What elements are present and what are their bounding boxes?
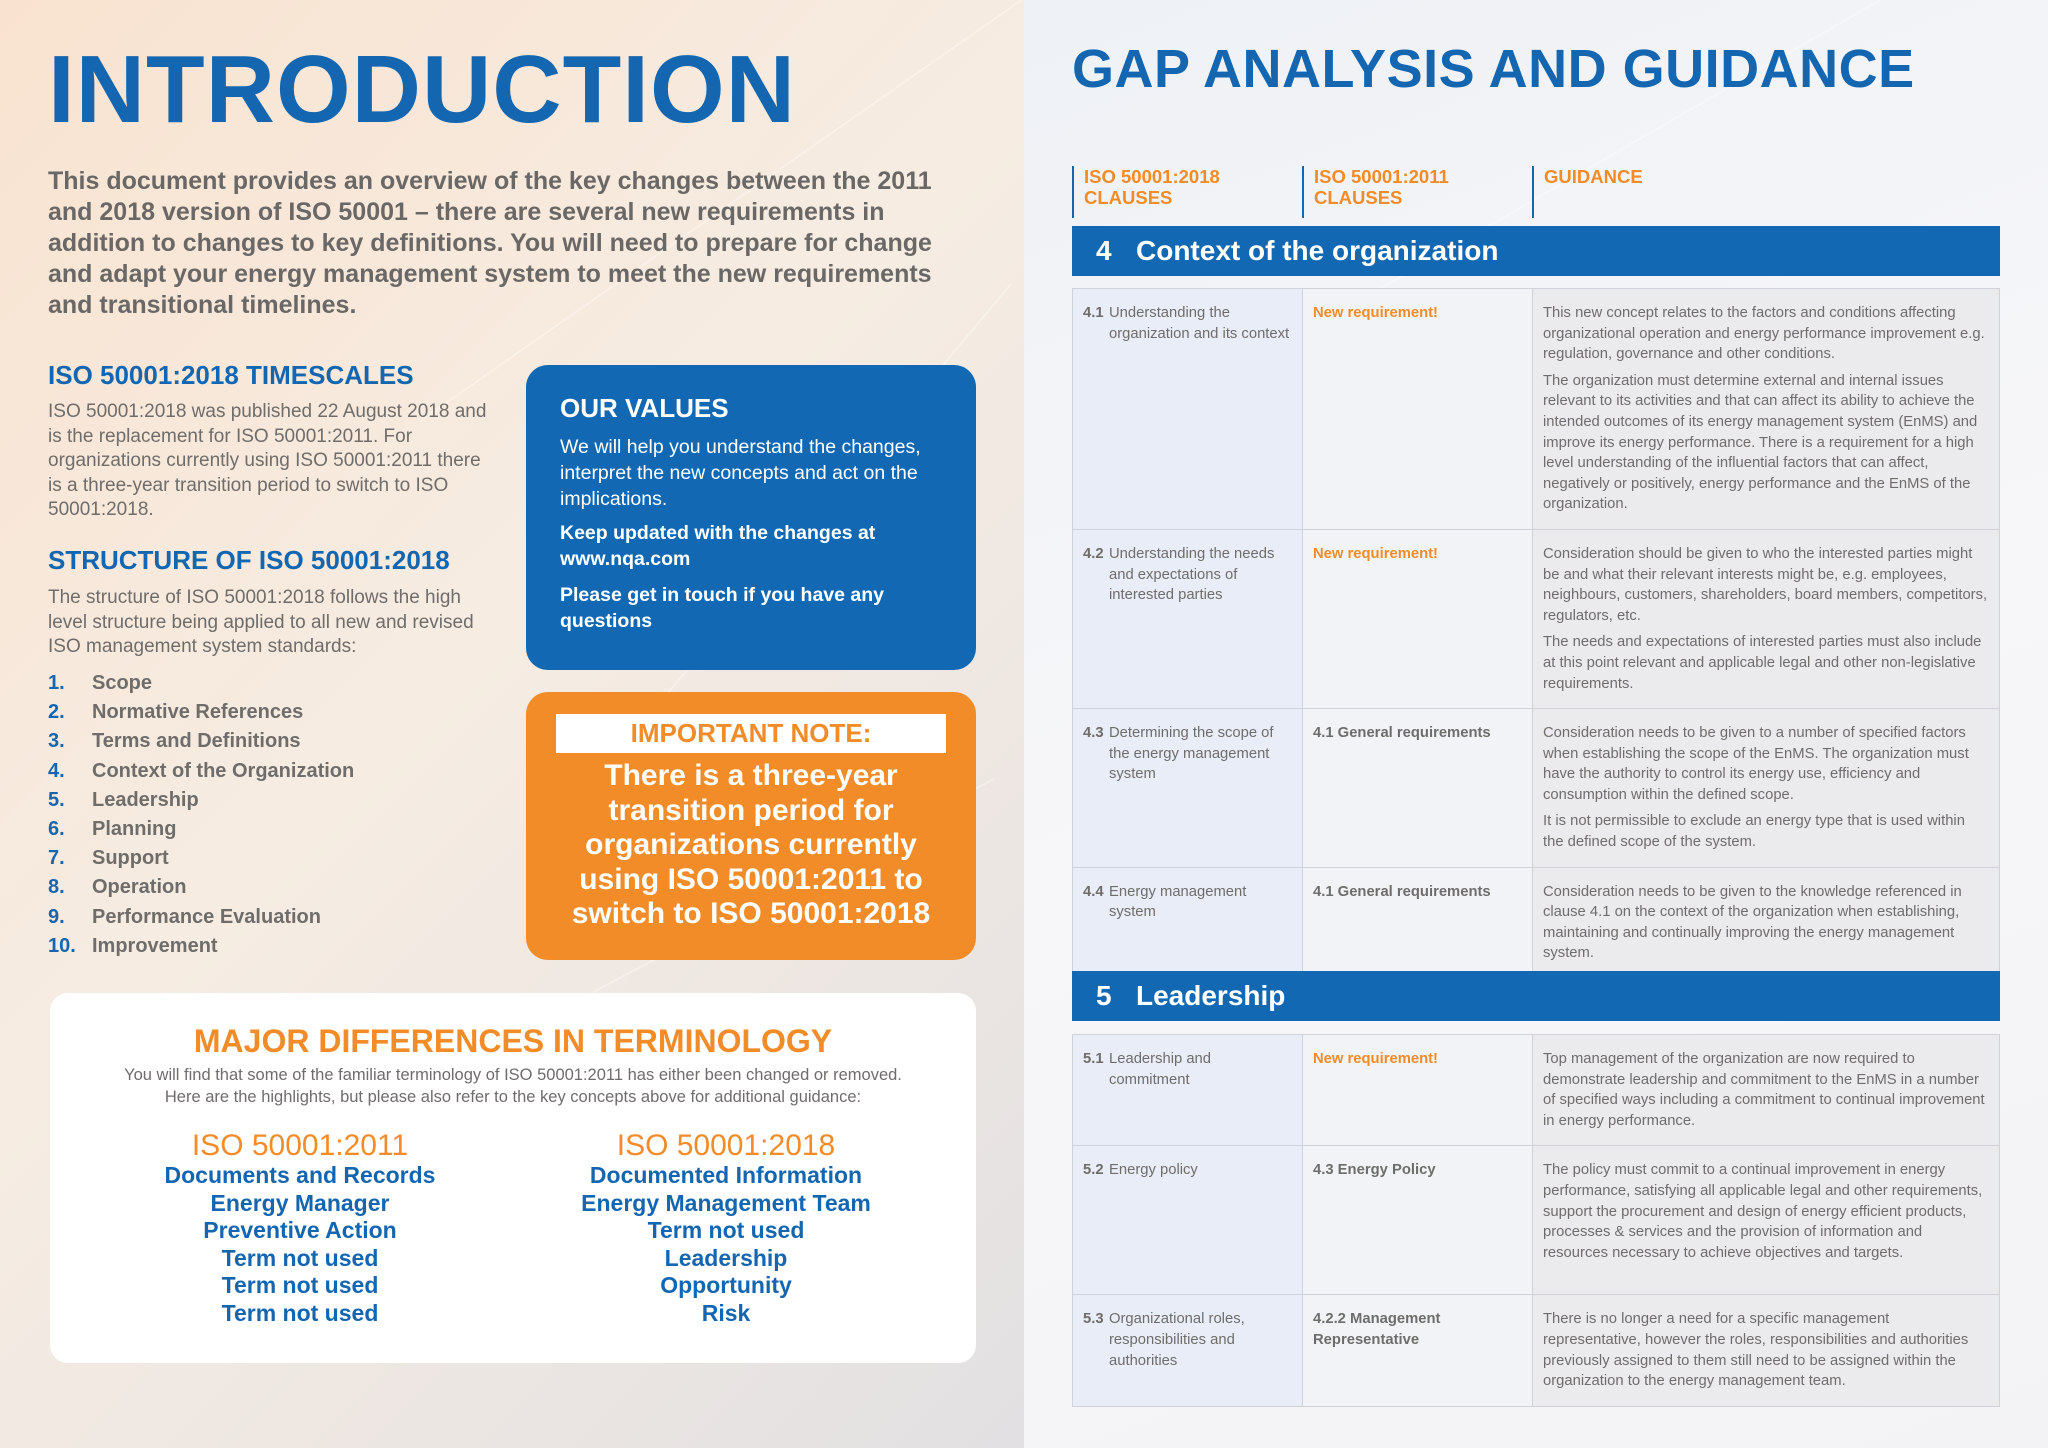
new-requirement-label: New requirement!: [1313, 305, 1438, 321]
structure-item-label: Terms and Definitions: [92, 730, 301, 753]
clause-2018-cell: [1073, 289, 1303, 530]
structure-list-item: [48, 760, 354, 789]
clause-title: Determining the scope of the energy management system: [1109, 725, 1274, 783]
clause-2011-cell: [1303, 289, 1533, 530]
clause-2018-cell: [1073, 1146, 1303, 1295]
terminology-new-item: Leadership: [664, 1244, 788, 1271]
table-row: [1073, 1295, 2000, 1406]
gap-table: [1072, 288, 2000, 979]
structure-list-item: [48, 818, 354, 847]
structure-item-number: 5.: [48, 788, 65, 811]
values-text: We will help you understand the changes, interpret the new concepts and act on the implications.: [560, 436, 921, 510]
clause-title: Understanding the needs and expectations of interested parties: [1109, 545, 1275, 604]
clause-2018-cell: [1073, 529, 1303, 708]
clause-number: 4.2: [1083, 545, 1104, 562]
gap-table: [1072, 1034, 2000, 1407]
structure-text: The structure of ISO 50001:2018 follows the high level structure being applied to all new and revised ISO management system standards:: [48, 587, 474, 657]
clause-2018: [1083, 544, 1292, 606]
terminology-new-item: Opportunity: [660, 1272, 792, 1298]
table-row: [1073, 709, 2000, 868]
guidance-cell: [1533, 529, 2000, 708]
table-row: [1073, 867, 2000, 978]
guidance-cell: [1533, 1035, 2000, 1146]
guidance-paragraph: Consideration needs to be given to the knowledge referenced in clause 4.1 on the context of the organization when establishing, maintaining and continually improving the energy management system.: [1543, 883, 1962, 962]
clause-2011-cell: [1303, 867, 1533, 978]
guidance-paragraph: There is no longer a need for a specific management representative, however the roles, responsibilities and authorities previously assigned to them still need to be assigned within the organization to the energy management team.: [1543, 1311, 1969, 1390]
terminology-old-column: [90, 1130, 510, 1327]
structure-item-label: Support: [92, 847, 169, 870]
structure-item-label: Context of the Organization: [92, 759, 355, 782]
structure-item-number: 6.: [48, 817, 65, 840]
structure-list: [48, 672, 354, 964]
structure-item-number: 7.: [48, 847, 65, 870]
introduction-title: INTRODUCTION: [48, 36, 796, 143]
column-head-2018: ISO 50001:2018 CLAUSES: [1072, 166, 1272, 218]
values-updates: Keep updated with the changes at www.nqa.com: [560, 522, 876, 570]
section-number: 4: [1096, 235, 1112, 266]
timescales-text: ISO 50001:2018 was published 22 August 2018 and is the replacement for ISO 50001:2011. For organizations currently using ISO 50001:2011 there is a three-year transition period to switch to ISO 50001:2018.: [48, 401, 487, 520]
clause-title: Energy management system: [1109, 883, 1247, 921]
clause-title: Organizational roles, responsibilities and authorities: [1109, 1311, 1245, 1369]
terminology-box: [50, 993, 976, 1363]
clause-2018: [1083, 1160, 1292, 1181]
clause-2018-cell: [1073, 867, 1303, 978]
structure-list-item: [48, 847, 354, 876]
structure-list-item: [48, 935, 354, 964]
clause-number: 4.3: [1083, 725, 1104, 742]
terminology-new-head: ISO 50001:2018: [616, 1129, 836, 1162]
structure-item-number: 1.: [48, 672, 65, 694]
terminology-new-item: Documented Information: [589, 1162, 863, 1188]
guidance-paragraph: The needs and expectations of interested parties must also include at this point relevant and applicable legal and other non-legislative requirements.: [1543, 634, 1982, 692]
clause-2018: [1083, 1309, 1292, 1371]
clause-title: Leadership and commitment: [1109, 1051, 1212, 1088]
terminology-subtitle-2: Here are the highlights, but please also refer to the key concepts above for additional guidance:: [164, 1088, 862, 1106]
note-text: There is a three-year transition period for organizations currently using ISO 50001:2011 to switch to ISO 50001:2018: [571, 759, 931, 930]
guidance-paragraph: The policy must commit to a continual improvement in energy performance, satisfying all applicable legal and other requirements, support the procurement and design of energy efficient products, processes & services and the provision of information and resources necessary to achieve objectives and targets.: [1543, 1162, 1983, 1261]
section-number: 5: [1096, 980, 1112, 1011]
structure-list-item: [48, 672, 354, 701]
guidance-cell: [1533, 709, 2000, 868]
guidance-paragraph: The organization must determine external and internal issues relevant to its activities and that can affect its ability to achieve the intended outcomes of its energy management system (EnMS) and improve its energy performance. There is a requirement for a high level understanding of the influential factors that can affect, negatively or positively, energy performance and the EnMS of the organization.: [1543, 372, 1978, 513]
section-header: [1072, 226, 2000, 276]
guidance-paragraph: Consideration should be given to who the interested parties might be and what their relevant interests might be, e.g. employees, neighbours, customers, shareholders, board members, competitors, regulators, etc.: [1543, 545, 1988, 624]
introduction-text: This document provides an overview of the key changes between the 2011 and 2018 version of ISO 50001 – there are several new requirements in addition to changes to key definitions. You will need to prepare for change and adapt your energy management system to meet the new requirements and transitional timelines.: [48, 167, 932, 319]
terminology-old-item: Term not used: [221, 1272, 379, 1298]
structure-list-item: [48, 876, 354, 905]
table-row: [1073, 289, 2000, 530]
guidance-cell: [1533, 1146, 2000, 1295]
clause-2011: 4.2.2 Management Representative: [1313, 1311, 1441, 1348]
terminology-new-item: Term not used: [647, 1217, 805, 1243]
new-requirement-label: New requirement!: [1313, 1051, 1438, 1067]
new-requirement-label: New requirement!: [1313, 545, 1438, 562]
table-row: [1073, 1146, 2000, 1295]
clause-number: 5.1: [1083, 1051, 1104, 1067]
terminology-new-item: Energy Management Team: [581, 1189, 871, 1216]
section-header: [1072, 971, 2000, 1021]
section-title: Leadership: [1136, 980, 1286, 1011]
terminology-new-item: Risk: [701, 1299, 751, 1326]
table-row: [1073, 529, 2000, 708]
clause-2018: [1083, 303, 1292, 344]
terminology-old-head: ISO 50001:2011: [191, 1129, 409, 1162]
guidance-cell: [1533, 867, 2000, 978]
terminology-old-item: Term not used: [221, 1299, 379, 1326]
clause-2018: [1083, 723, 1292, 785]
structure-item-label: Scope: [92, 672, 153, 694]
values-contact: Please get in touch if you have any questions: [560, 584, 885, 632]
clause-2018-cell: [1073, 1295, 1303, 1406]
clause-2018-cell: [1073, 1035, 1303, 1146]
structure-item-number: 2.: [48, 701, 65, 724]
structure-heading: STRUCTURE OF ISO 50001:2018: [48, 545, 450, 575]
guidance-paragraph: It is not permissible to exclude an energy type that is used within the defined scope of the system.: [1543, 813, 1965, 851]
guidance-paragraph: This new concept relates to the factors and conditions affecting organizational operation and energy performance improvement e.g. regulation, governance and other conditions.: [1543, 305, 1985, 363]
gap-analysis-title: GAP ANALYSIS AND GUIDANCE: [1072, 39, 1915, 99]
note-heading: IMPORTANT NOTE:: [556, 714, 946, 753]
structure-item-label: Improvement: [92, 934, 218, 957]
clause-2011: 4.1 General requirements: [1313, 725, 1491, 742]
clause-2011-cell: [1303, 1295, 1533, 1406]
clause-number: 4.4: [1083, 883, 1104, 900]
structure-list-item: [48, 730, 354, 759]
table-row: [1073, 1035, 2000, 1146]
clause-number: 5.2: [1083, 1162, 1104, 1179]
clause-2018: [1083, 882, 1292, 923]
structure-item-number: 9.: [48, 905, 65, 928]
clause-2011-cell: [1303, 1146, 1533, 1295]
clause-2011: 4.1 General requirements: [1313, 883, 1491, 900]
column-head-guidance: GUIDANCE: [1532, 166, 1732, 218]
structure-item-label: Normative References: [92, 701, 304, 724]
structure-item-number: 4.: [48, 759, 65, 782]
column-head-2011: ISO 50001:2011 CLAUSES: [1302, 166, 1502, 218]
terminology-title: MAJOR DIFFERENCES IN TERMINOLOGY: [193, 1023, 833, 1059]
terminology-old-item: Preventive Action: [203, 1217, 397, 1243]
clause-title: Understanding the organization and its context: [1109, 305, 1290, 342]
structure-item-label: Performance Evaluation: [92, 905, 321, 928]
values-title: OUR VALUES: [560, 393, 729, 423]
timescales-heading: ISO 50001:2018 TIMESCALES: [48, 360, 414, 390]
our-values-box: [526, 365, 976, 670]
structure-item-label: Leadership: [92, 788, 199, 811]
clause-2011-cell: [1303, 709, 1533, 868]
structure-item-number: 8.: [48, 876, 65, 899]
clause-2018-cell: [1073, 709, 1303, 868]
clause-2011-cell: [1303, 529, 1533, 708]
terminology-old-item: Energy Manager: [210, 1189, 390, 1216]
structure-item-number: 10.: [48, 934, 76, 957]
guidance-cell: [1533, 1295, 2000, 1406]
clause-2011-cell: [1303, 1035, 1533, 1146]
structure-item-number: 3.: [48, 730, 65, 753]
clause-2011: 4.3 Energy Policy: [1313, 1162, 1436, 1179]
terminology-old-item: Term not used: [221, 1244, 379, 1271]
clause-2018: [1083, 1049, 1292, 1090]
clause-number: 4.1: [1083, 305, 1104, 321]
structure-list-item: [48, 906, 354, 935]
structure-item-label: Operation: [92, 876, 187, 899]
important-note-box: [526, 692, 976, 960]
terminology-subtitle-1: You will find that some of the familiar terminology of ISO 50001:2011 has either been changed or removed.: [124, 1066, 902, 1084]
structure-list-item: [48, 701, 354, 730]
clause-title: Energy policy: [1109, 1162, 1198, 1179]
terminology-old-item: Documents and Records: [164, 1162, 436, 1188]
clause-number: 5.3: [1083, 1311, 1104, 1328]
guidance-paragraph: Consideration needs to be given to a number of specified factors when establishing the scope of the EnMS. The organization must have the authority to control its energy use, efficiency and consumption within the defined scope.: [1543, 725, 1969, 803]
structure-list-item: [48, 789, 354, 818]
section-title: Context of the organization: [1136, 235, 1499, 266]
structure-item-label: Planning: [92, 817, 177, 840]
guidance-cell: [1533, 289, 2000, 530]
terminology-new-column: [516, 1130, 936, 1327]
guidance-paragraph: Top management of the organization are now required to demonstrate leadership and commitment to the EnMS in a number of specified ways including a commitment to continual improvement in energy performance.: [1543, 1051, 1985, 1129]
